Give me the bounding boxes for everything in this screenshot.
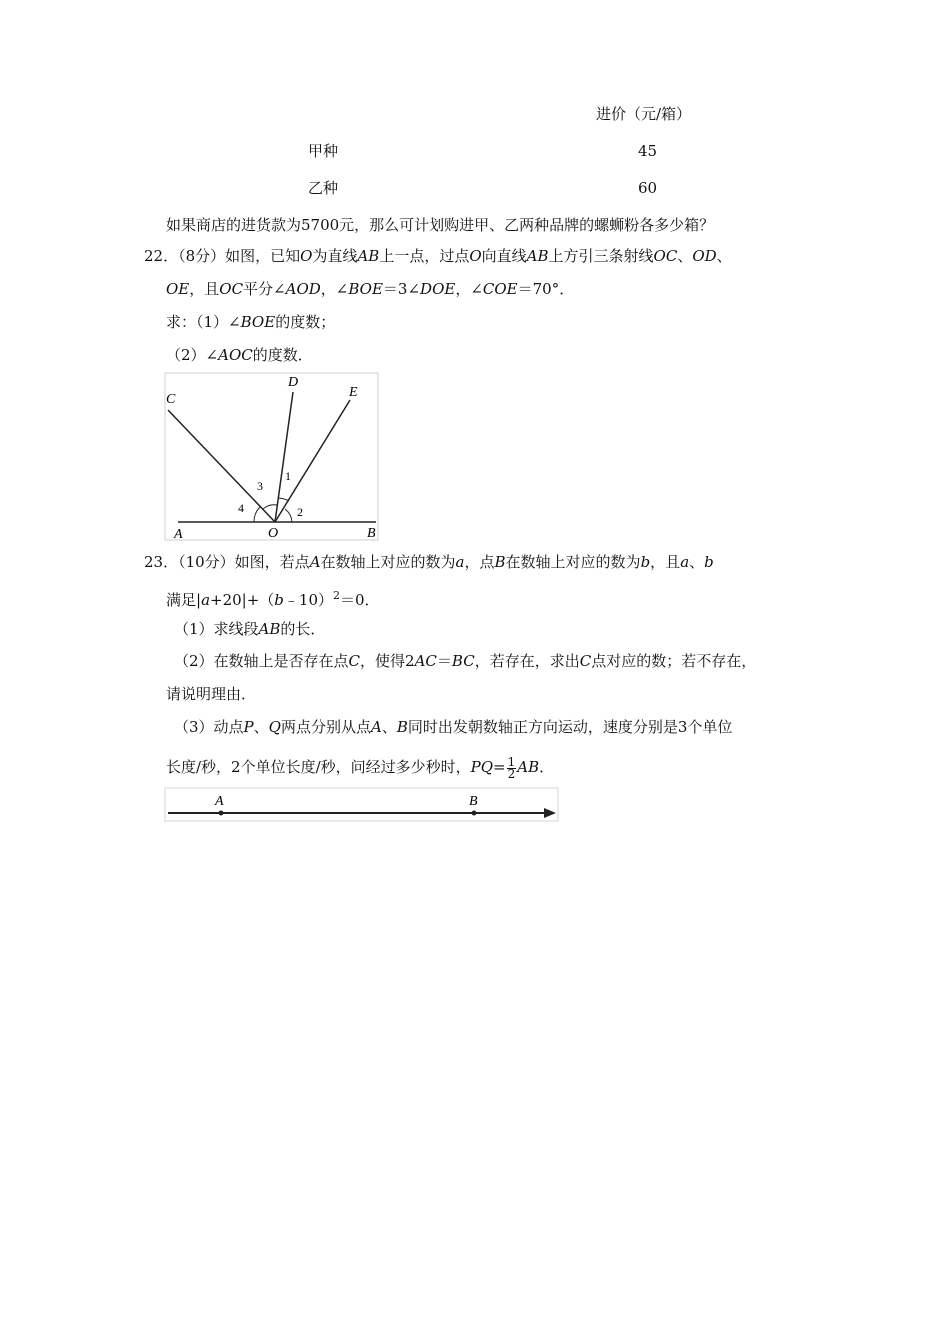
- q23-line2: 满足|a+20|+（b﹣10）$^2$＝0．: [166, 589, 380, 609]
- q22-line1: 22．（8分）如图，已知O为直线AB上一点，过点O向直线AB上方引三条射线OC、OD、: [144, 247, 732, 265]
- q23-sub2-line2: 请说明理由．: [166, 685, 257, 703]
- number-line-frame: [165, 788, 558, 821]
- point-b: [472, 811, 477, 816]
- ray-od: [275, 392, 293, 522]
- label-b: B: [367, 526, 376, 541]
- table-row-name-2: 乙种: [308, 179, 339, 197]
- label-e: E: [349, 385, 358, 400]
- table-row-price-1: 45: [638, 142, 658, 160]
- arc-1: [278, 498, 289, 501]
- figure-frame: [165, 373, 378, 540]
- label-c: C: [166, 392, 176, 407]
- label-angle-4: 4: [238, 501, 244, 515]
- q23-sub3-line2: 长度/秒，2个单位长度/秒，问经过多少秒时，PQ= $\frac{1}{2}$ AB．: [166, 754, 555, 781]
- label-a: A: [174, 527, 183, 542]
- number-line-figure: [164, 787, 560, 823]
- label-o: O: [268, 526, 279, 541]
- table-row-name-1: 甲种: [308, 142, 339, 160]
- arc-4: [254, 507, 260, 522]
- q23-sub1: （1）求线段AB的长．: [174, 620, 326, 638]
- fraction-one-half: $\frac{1}{2}$: [507, 754, 516, 781]
- axis-label-a: A: [215, 794, 224, 809]
- table-header-price: 进价（元/箱）: [596, 105, 692, 123]
- angle-figure: [164, 372, 380, 542]
- arc-3: [263, 505, 277, 509]
- axis-label-b: B: [469, 794, 478, 809]
- label-d: D: [288, 375, 299, 390]
- q22-sub1: 求：（1）∠BOE的度数；: [166, 313, 336, 331]
- label-angle-3: 3: [257, 479, 263, 493]
- q23-sub2: （2）在数轴上是否存在点C，使得2AC＝BC，若存在，求出C点对应的数；若不存在，: [174, 652, 757, 670]
- arc-2: [285, 509, 292, 522]
- q21-tail: 如果商店的进货款为5700元，那么可计划购进甲、乙两种品牌的螺蛳粉各多少箱？: [166, 216, 715, 234]
- q23-line1: 23．（10分）如图，若点A在数轴上对应的数为a，点B在数轴上对应的数为b，且a、b: [144, 553, 714, 571]
- label-angle-1: 1: [285, 469, 291, 483]
- q22-sub2: （2）∠AOC的度数．: [166, 346, 313, 364]
- point-a: [219, 811, 224, 816]
- table-row-price-2: 60: [638, 179, 658, 197]
- ray-oc: [168, 410, 275, 522]
- ray-oe: [275, 400, 350, 522]
- q22-line2: OE，且OC平分∠AOD，∠BOE＝3∠DOE，∠COE＝70°．: [166, 280, 575, 298]
- q23-sub3: （3）动点P、Q两点分别从点A、B同时出发朝数轴正方向运动，速度分别是3个单位: [174, 718, 733, 736]
- label-angle-2: 2: [297, 505, 303, 519]
- number-line-arrow: [544, 808, 556, 818]
